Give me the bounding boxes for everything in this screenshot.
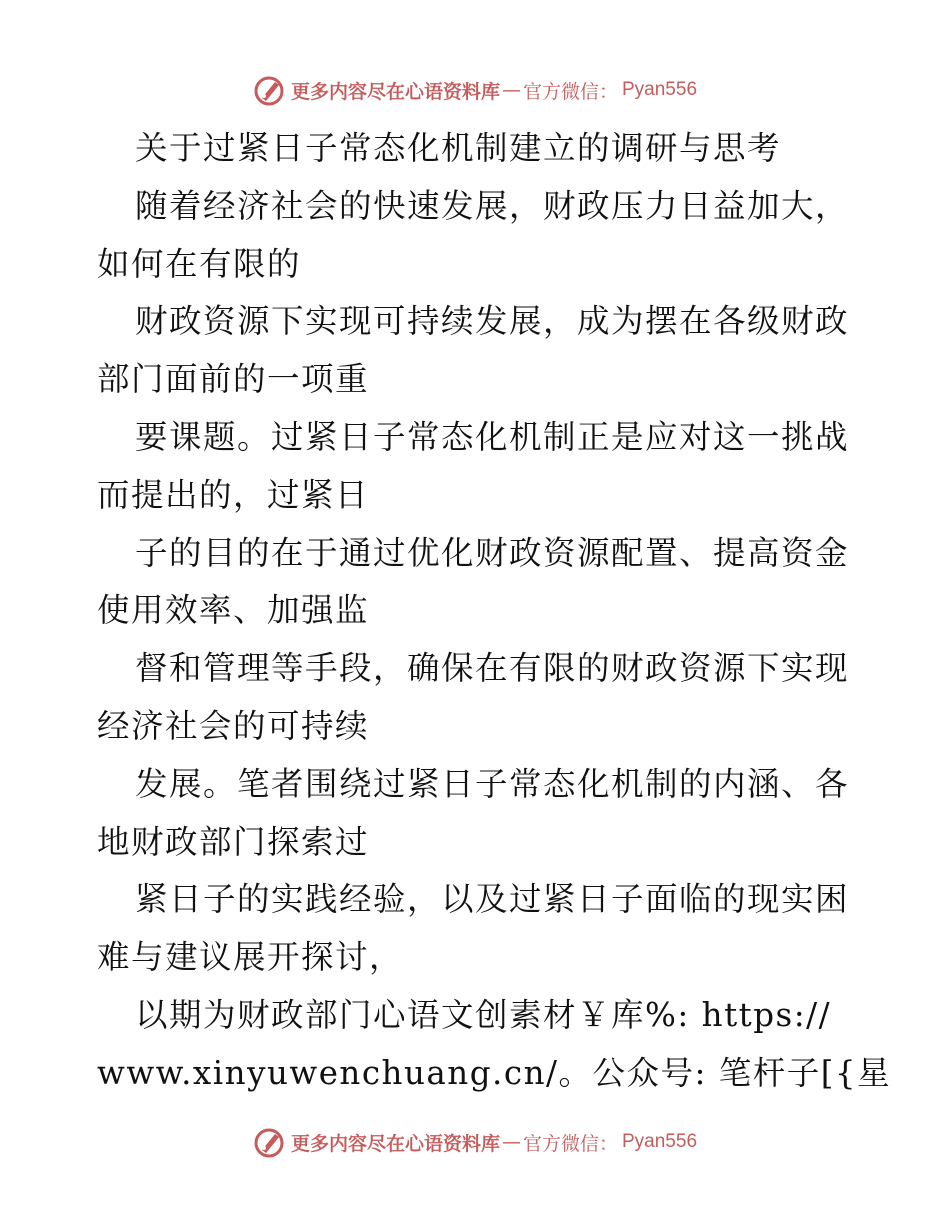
- watermark-sub-text: 官方微信：: [522, 1132, 618, 1155]
- text-line: 发展。笔者围绕过紧日子常态化机制的内涵、各: [135, 764, 850, 803]
- text-line: 以期为财政部门心语文创素材￥库%: https://: [135, 995, 832, 1034]
- watermark-main-text: 更多内容尽在心语资料库: [290, 80, 500, 103]
- watermark-wechat-id: Pyan556: [622, 1131, 698, 1152]
- text-line: 随着经济社会的快速发展，财政压力日益加大，: [135, 186, 850, 225]
- text-line: 部门面前的一项重: [97, 360, 370, 399]
- watermark-wechat-id: Pyan556: [622, 79, 698, 100]
- watermark-sub-text: 官方微信：: [522, 80, 618, 103]
- watermark-dash: —: [501, 79, 521, 101]
- text-line: 地财政部门探索过: [97, 822, 370, 861]
- text-line: 要课题。过紧日子常态化机制正是应对这一挑战: [135, 417, 850, 456]
- header-watermark: [0, 70, 950, 110]
- text-line: 紧日子的实践经验，以及过紧日子面临的现实困: [135, 880, 850, 919]
- text-line: 督和管理等手段，确保在有限的财政资源下实现: [135, 649, 850, 688]
- document-body: [97, 120, 892, 1103]
- pen-logo-icon: [253, 74, 285, 106]
- text-line: 而提出的，过紧日: [97, 475, 370, 514]
- text-line: 财政资源下实现可持续发展，成为摆在各级财政: [135, 302, 850, 341]
- text-line: 使用效率、加强监: [97, 591, 370, 630]
- text-line: 经济社会的可持续: [97, 706, 370, 745]
- text-line: www.xinyuwenchuang.cn/。公众号: 笔杆子[{星: [97, 1053, 892, 1092]
- watermark-main-text: 更多内容尽在心语资料库: [290, 1132, 500, 1155]
- text-line: 如何在有限的: [97, 244, 302, 283]
- text-line: 子的目的在于通过优化财政资源配置、提高资金: [135, 533, 850, 572]
- document-title: 关于过紧日子常态化机制建立的调研与思考: [135, 129, 782, 167]
- pen-logo-icon: [253, 1126, 285, 1158]
- watermark-dash: —: [501, 1131, 521, 1153]
- footer-watermark: [0, 1122, 950, 1162]
- text-line: 难与建议展开探讨，: [97, 938, 404, 977]
